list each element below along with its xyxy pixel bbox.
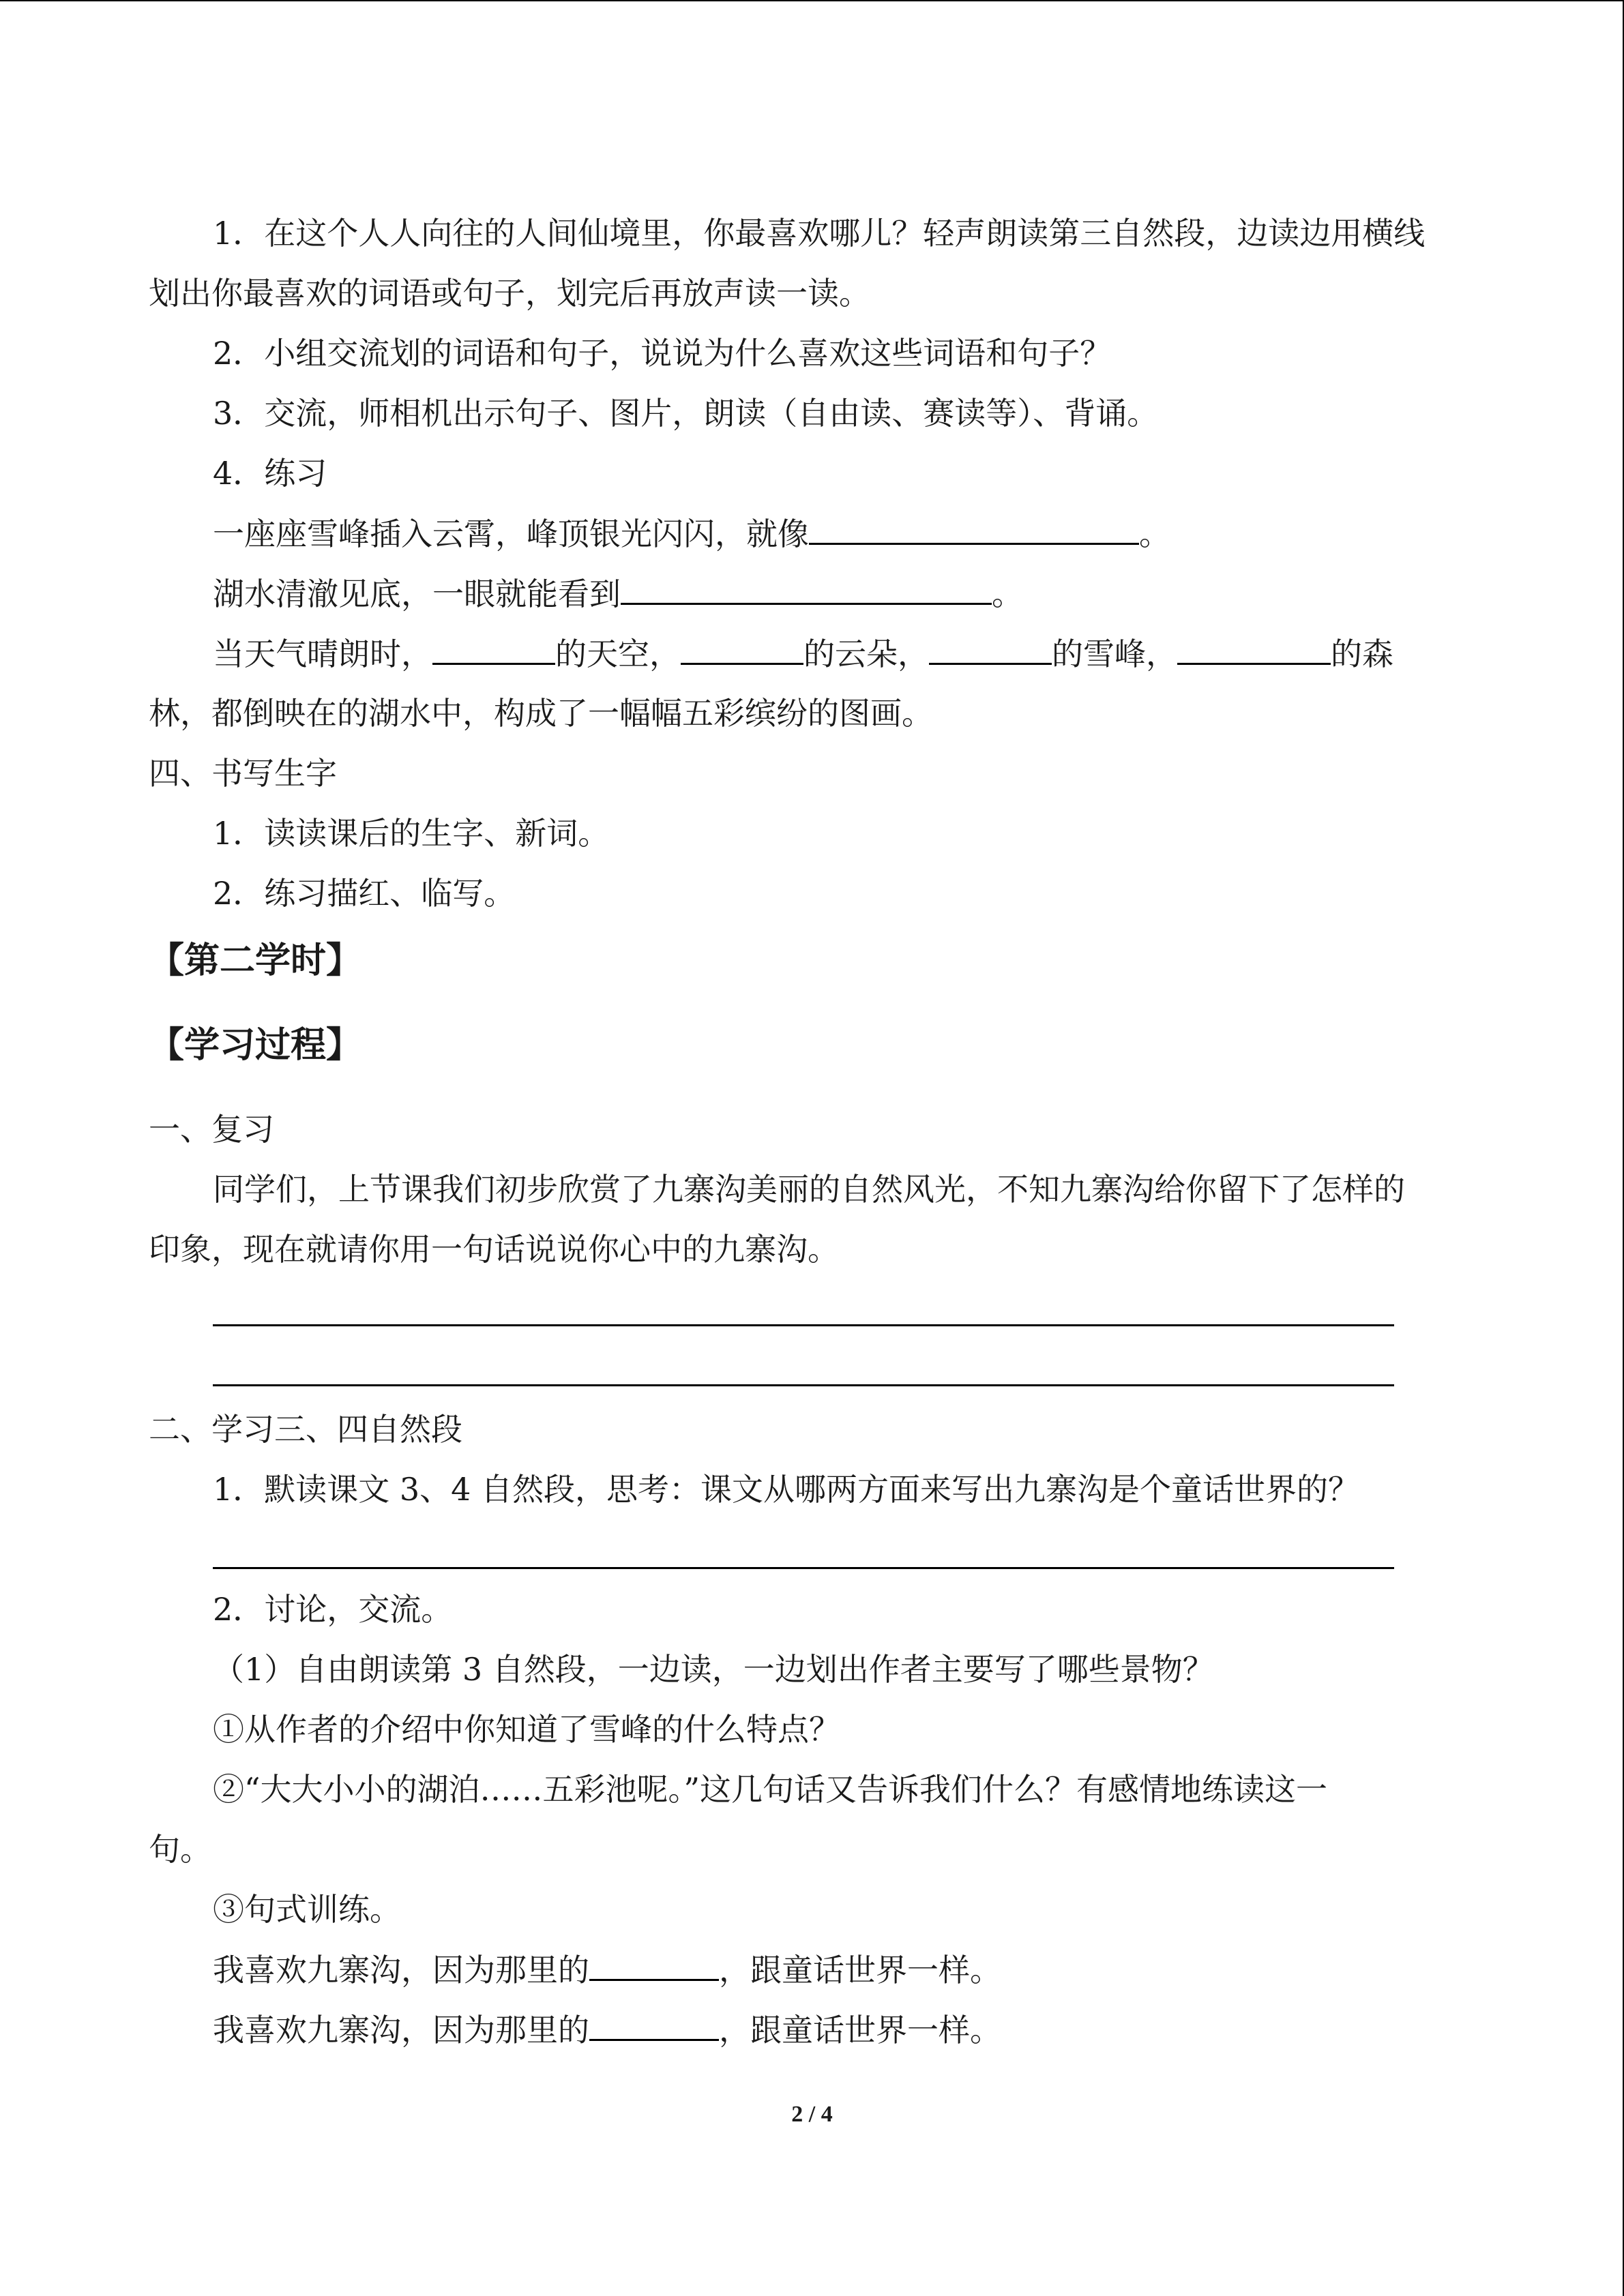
text-line: 3．交流，师相机出示句子、图片，朗读（自由读、赛读等）、背诵。 xyxy=(213,395,1159,432)
text-segment: 我喜欢九寨沟，因为那里的 xyxy=(213,2012,589,2048)
text-segment: 一座座雪峰插入云霄，峰顶银光闪闪，就像 xyxy=(213,516,809,552)
exercise-line xyxy=(213,2009,1001,2051)
section-heading: 一、复习 xyxy=(149,1111,274,1148)
text-segment: ，跟童话世界一样。 xyxy=(719,2012,1001,2048)
text-line: 同学们，上节课我们初步欣赏了九寨沟美丽的自然风光，不知九寨沟给你留下了怎样的 xyxy=(213,1171,1405,1208)
text-line: 1．在这个人人向往的人间仙境里，你最喜欢哪儿？轻声朗读第三自然段，边读边用横线 xyxy=(213,215,1426,252)
text-line: 1．默读课文 3、4 自然段，思考：课文从哪两方面来写出九寨沟是个童话世界的？ xyxy=(213,1471,1360,1508)
answer-line[interactable] xyxy=(213,1567,1394,1569)
exercise-line xyxy=(213,513,1170,554)
page-number: 2 / 4 xyxy=(791,2102,833,2127)
text-line: 1．读读课后的生字、新词。 xyxy=(213,815,610,852)
text-line: 印象，现在就请你用一句话说说你心中的九寨沟。 xyxy=(149,1231,839,1268)
text-line: 林，都倒映在的湖水中，构成了一幅幅五彩缤纷的图画。 xyxy=(149,695,933,732)
text-line: 2．讨论，交流。 xyxy=(213,1591,453,1628)
text-line: 4．练习 xyxy=(213,455,327,492)
answer-blank[interactable] xyxy=(1177,633,1331,665)
text-segment: 。 xyxy=(1139,516,1170,552)
text-segment: 我喜欢九寨沟，因为那里的 xyxy=(213,1952,589,1988)
section-heading: 四、书写生字 xyxy=(149,755,337,792)
text-line: （1）自由朗读第 3 自然段，一边读，一边划出作者主要写了哪些景物？ xyxy=(213,1651,1214,1688)
answer-line[interactable] xyxy=(213,1324,1394,1326)
exercise-line xyxy=(213,1949,1001,1991)
answer-line[interactable] xyxy=(213,1384,1394,1386)
text-line: ②“大大小小的湖泊……五彩池呢。”这几句话又告诉我们什么？有感情地练读这一 xyxy=(213,1771,1328,1808)
text-line: 划出你最喜欢的词语或句子，划完后再放声读一读。 xyxy=(149,275,870,312)
text-segment: 湖水清澈见底，一眼就能看到 xyxy=(213,576,621,612)
answer-blank[interactable] xyxy=(589,1949,719,1981)
exercise-line xyxy=(213,573,1023,614)
text-segment: 当天气晴朗时， xyxy=(213,636,432,672)
text-line: ①从作者的介绍中你知道了雪峰的什么特点？ xyxy=(213,1711,840,1748)
period-heading: 【第二学时】 xyxy=(149,940,362,981)
process-heading: 【学习过程】 xyxy=(149,1025,362,1066)
answer-blank[interactable] xyxy=(809,513,1139,545)
text-line: 2．练习描红、临写。 xyxy=(213,875,516,912)
exercise-line xyxy=(213,633,1393,674)
text-segment: 的雪峰， xyxy=(1052,636,1177,672)
text-segment: ，跟童话世界一样。 xyxy=(719,1952,1001,1988)
text-segment: 的云朵， xyxy=(803,636,929,672)
answer-blank[interactable] xyxy=(432,633,555,665)
answer-blank[interactable] xyxy=(681,633,803,665)
answer-blank[interactable] xyxy=(621,573,992,605)
text-segment: 。 xyxy=(992,576,1023,612)
text-segment: 的天空， xyxy=(555,636,681,672)
text-line: ③句式训练。 xyxy=(213,1891,401,1928)
section-heading: 二、学习三、四自然段 xyxy=(149,1411,462,1448)
answer-blank[interactable] xyxy=(589,2009,719,2041)
text-segment: 的森 xyxy=(1331,636,1393,672)
text-line: 2．小组交流划的词语和句子，说说为什么喜欢这些词语和句子？ xyxy=(213,335,1112,372)
text-line: 句。 xyxy=(149,1831,211,1868)
answer-blank[interactable] xyxy=(929,633,1052,665)
